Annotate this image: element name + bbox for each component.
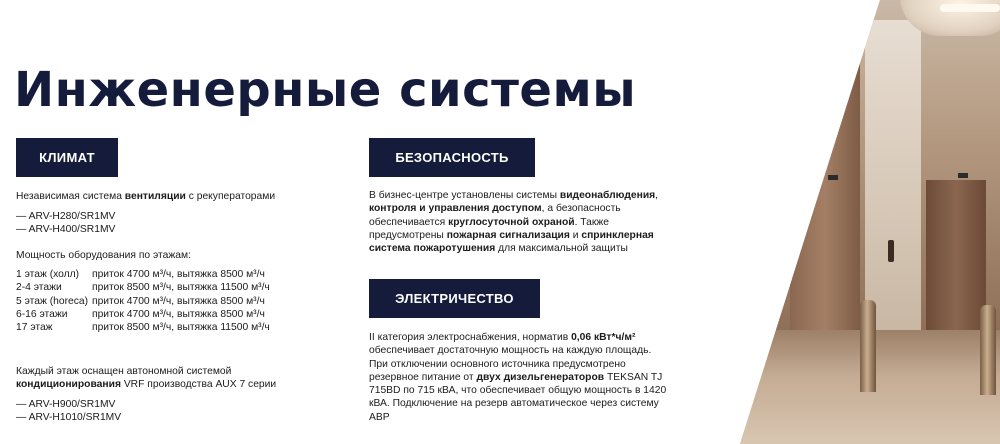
section-badge-electricity: ЭЛЕКТРИЧЕСТВО (369, 279, 540, 318)
electricity-text: II категория электроснабжения, норматив 0,06 кВт*ч/м² обеспечивает достаточную мощность на каждую площадь. При отключении основного источника предусмотрено резервное питание от двух дизельгенераторов TEKSAN TJ 715BD по 715 кВА, что обеспечивает общую мощность в 1420 кВА. Подключение на резерв автоматическое через систему АВР (369, 332, 667, 423)
list-item: — ARV-H400/SR1MV (16, 224, 116, 236)
security-text: В бизнес-центре установлены системы видеонаблюдения, контроля и управления доступом, а безопасность обеспечивается круглосуточной охраной. Также предусмотрены пожарная сигнализация и спринклерная система пожаротушения для максимальной защиты (369, 190, 659, 255)
power-heading: Мощность оборудования по этажам: (16, 250, 191, 261)
turnstile-post (860, 300, 876, 392)
table-row: 5 этаж (horeca) приток 4700 м³/ч, вытяжка 8500 м³/ч (16, 295, 265, 307)
section-badge-climate: КЛИМАТ (16, 138, 118, 177)
climate-intro: Независимая система вентиляции с рекуператорами (16, 191, 276, 202)
turnstile-post (980, 305, 996, 395)
elevator-button-panel (888, 240, 894, 262)
climate-models-list (16, 210, 115, 237)
table-row: 17 этаж приток 8500 м³/ч, вытяжка 11500 м³/ч (16, 322, 270, 334)
table-row: 6-16 этажи приток 4700 м³/ч, вытяжка 8500 м³/ч (16, 308, 265, 320)
list-item: — ARV-H900/SR1MV (16, 399, 116, 410)
floor-power-table (16, 268, 270, 334)
climate-ac-models-list (16, 398, 121, 425)
list-item: — ARV-H1010/SR1MV (16, 412, 122, 424)
table-row: 2-4 этажи приток 8500 м³/ч, вытяжка 11500 м³/ч (16, 282, 270, 294)
page-title: Инженерные системы (14, 62, 637, 118)
climate-ac-text: Каждый этаж оснащен автономной системой кондиционирования VRF производства AUX 7 серии (16, 366, 277, 391)
table-row: 1 этаж (холл) приток 4700 м³/ч, вытяжка 8500 м³/ч (16, 269, 265, 280)
list-item: — ARV-H280/SR1MV (16, 211, 116, 222)
lobby-photo (740, 0, 1000, 444)
section-badge-security: БЕЗОПАСНОСТЬ (369, 138, 535, 177)
